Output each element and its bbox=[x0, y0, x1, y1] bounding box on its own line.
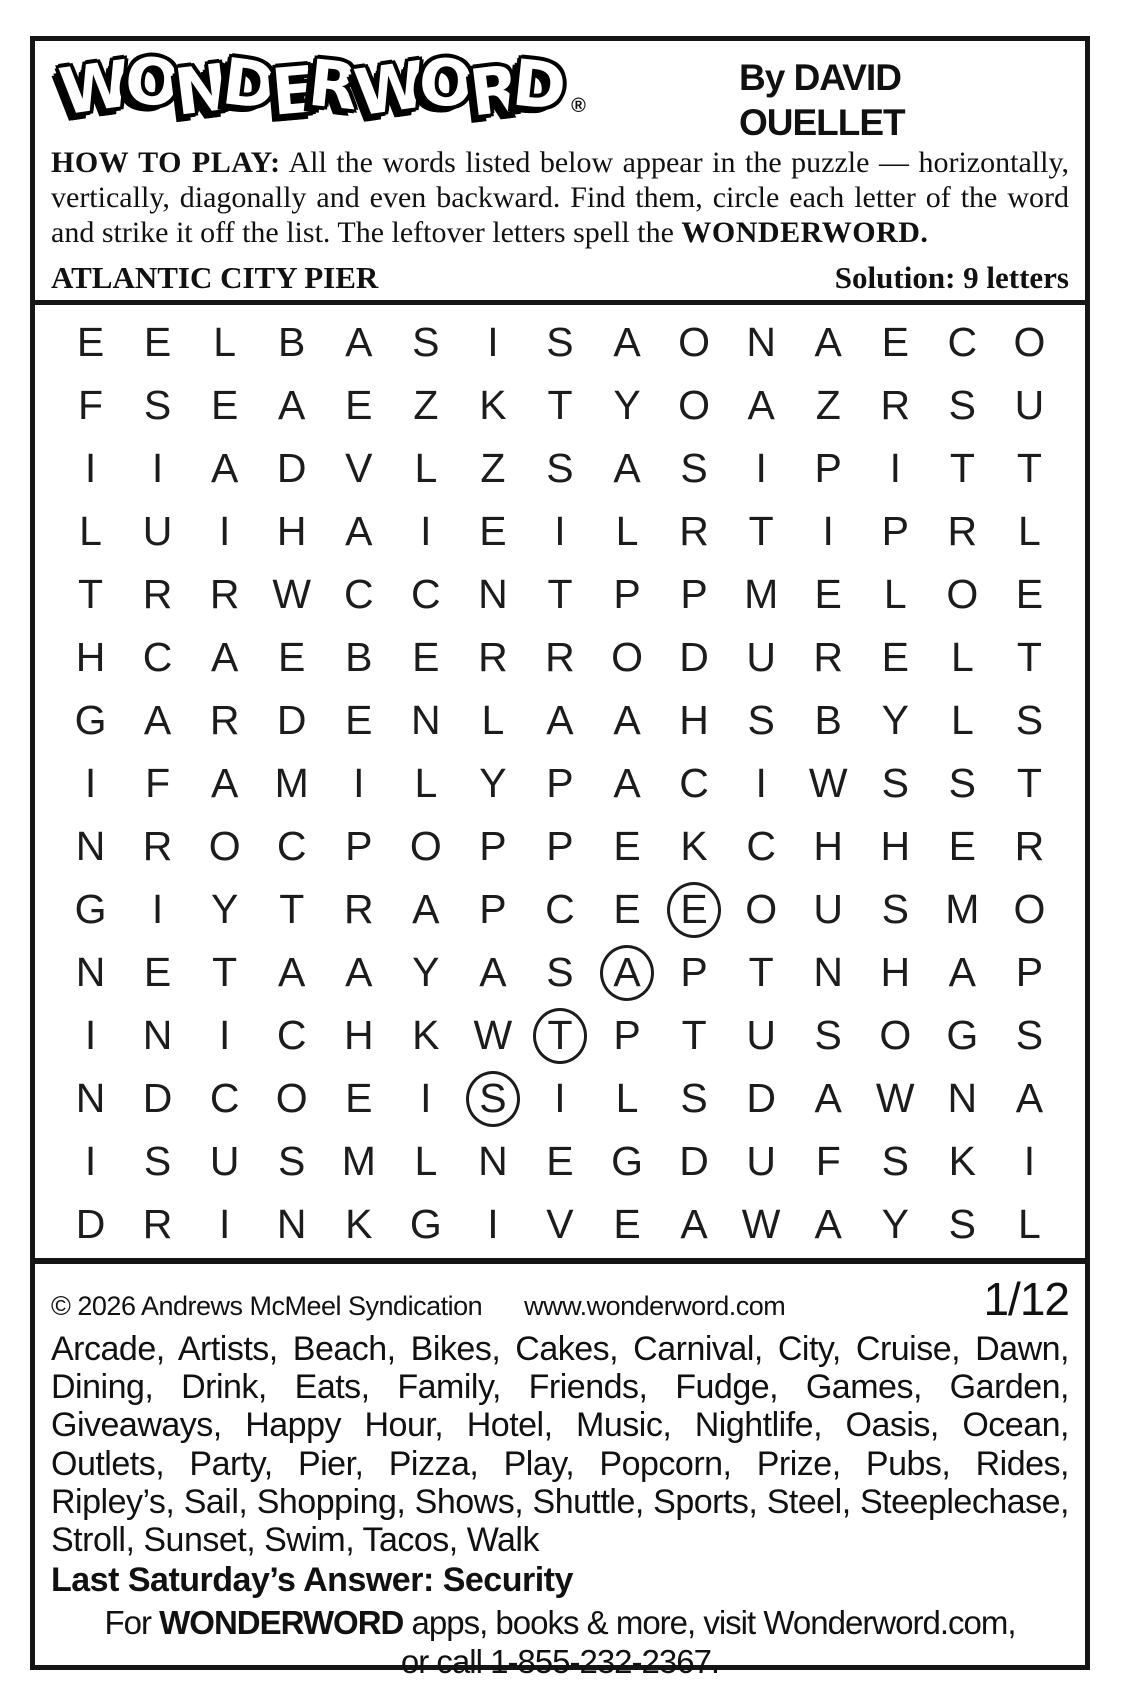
grid-cell[interactable]: T bbox=[78, 571, 104, 618]
grid-cell[interactable]: A bbox=[345, 319, 373, 366]
grid-cell[interactable]: Y bbox=[479, 760, 507, 807]
grid-row bbox=[57, 1130, 1063, 1193]
grid-cell[interactable]: T bbox=[1016, 760, 1042, 807]
grid-cell[interactable]: Y bbox=[613, 382, 641, 429]
grid-cell[interactable]: T bbox=[212, 949, 238, 996]
grid-cell[interactable]: D bbox=[142, 1075, 173, 1122]
website-link[interactable]: www.wonderword.com bbox=[524, 1291, 786, 1322]
grid-row bbox=[57, 752, 1063, 815]
logo-letter: R bbox=[305, 46, 361, 126]
grid-cell[interactable]: I bbox=[822, 508, 834, 555]
grid-cell[interactable]: O bbox=[678, 382, 711, 429]
grid-cell[interactable]: I bbox=[151, 886, 164, 933]
promo-prefix: For bbox=[104, 1603, 160, 1641]
grid-cell[interactable]: R bbox=[880, 382, 911, 429]
grid-cell[interactable]: I bbox=[84, 760, 97, 807]
grid-cell[interactable]: N bbox=[478, 571, 508, 618]
grid-cell[interactable]: G bbox=[74, 886, 107, 933]
grid-cell[interactable]: C bbox=[343, 571, 374, 618]
grid-cell[interactable]: N bbox=[947, 1075, 978, 1122]
grid-cell[interactable]: R bbox=[813, 634, 844, 681]
grid-cell[interactable]: N bbox=[411, 697, 441, 744]
grid-cell[interactable]: U bbox=[1014, 382, 1045, 429]
grid-cell[interactable]: C bbox=[411, 571, 441, 618]
logo-letter: D bbox=[508, 46, 568, 126]
grid-cell[interactable]: E bbox=[143, 319, 172, 366]
grid-cell[interactable]: M bbox=[274, 760, 309, 807]
grid-row bbox=[57, 500, 1063, 563]
wonderword-logo bbox=[55, 43, 586, 132]
grid-cell[interactable]: O bbox=[208, 823, 241, 870]
puzzle-title: ATLANTIC CITY PIER bbox=[51, 260, 379, 296]
grid-cell[interactable]: T bbox=[279, 886, 305, 933]
grid-cell[interactable]: A bbox=[814, 319, 842, 366]
how-to-play-tail: WONDERWORD. bbox=[681, 216, 929, 250]
grid-cell[interactable]: D bbox=[276, 445, 307, 492]
grid-cell[interactable]: E bbox=[881, 634, 909, 681]
logo-row bbox=[51, 43, 1069, 144]
grid-cell[interactable]: C bbox=[276, 1012, 307, 1059]
grid-cell[interactable]: S bbox=[680, 1075, 708, 1122]
grid-cell[interactable]: R bbox=[209, 697, 240, 744]
grid-cell[interactable]: R bbox=[679, 508, 709, 555]
grid-cell[interactable]: N bbox=[75, 1075, 106, 1122]
grid-cell[interactable]: I bbox=[1023, 1138, 1036, 1185]
grid-cell[interactable]: A bbox=[814, 1075, 842, 1122]
grid-cell[interactable]: A bbox=[345, 508, 373, 555]
grid-cell[interactable]: E bbox=[613, 1201, 641, 1248]
grid-cell[interactable]: P bbox=[680, 571, 708, 618]
grid-cell[interactable]: A bbox=[345, 949, 373, 996]
grid-cell[interactable]: O bbox=[879, 1012, 912, 1059]
puzzle-page bbox=[30, 36, 1090, 1680]
circled-letter: E bbox=[667, 882, 721, 938]
grid-cell[interactable]: N bbox=[813, 949, 844, 996]
byline-line2: OUELLET bbox=[739, 102, 905, 144]
grid-cell[interactable]: R bbox=[343, 886, 374, 933]
grid-cell[interactable]: S bbox=[546, 445, 574, 492]
grid-cell[interactable]: O bbox=[409, 823, 442, 870]
grid-cell[interactable]: A bbox=[210, 634, 239, 681]
grid-cell[interactable]: O bbox=[1013, 319, 1046, 366]
grid-cell[interactable]: S bbox=[1015, 1012, 1044, 1059]
logo-letter: W bbox=[349, 48, 429, 132]
byline bbox=[739, 55, 905, 145]
grid-cell[interactable]: L bbox=[414, 760, 438, 807]
grid-cell[interactable] bbox=[661, 878, 728, 941]
logo-letter: N bbox=[170, 51, 231, 131]
grid-cell[interactable]: H bbox=[813, 823, 844, 870]
grid-cell[interactable]: T bbox=[1016, 445, 1042, 492]
grid-cell[interactable]: P bbox=[546, 823, 574, 870]
grid-cell[interactable]: R bbox=[947, 508, 978, 555]
grid-cell[interactable]: R bbox=[1014, 823, 1045, 870]
grid-cell[interactable]: N bbox=[75, 823, 106, 870]
grid-cell[interactable]: I bbox=[151, 445, 164, 492]
grid-row bbox=[57, 311, 1063, 374]
grid-cell[interactable]: G bbox=[74, 697, 107, 744]
logo-letter: O bbox=[120, 43, 181, 123]
grid-cell[interactable]: O bbox=[1013, 886, 1046, 933]
grid-cell[interactable]: U bbox=[746, 1012, 776, 1059]
grid-cell[interactable]: I bbox=[353, 760, 365, 807]
grid-cell[interactable]: M bbox=[744, 571, 779, 618]
word-list: Arcade, Artists, Beach, Bikes, Cakes, Carnival, City, Cruise, Dawn, Dining, Drink, Eats, Family, Friends, Fudge, Games, Garden, Giveaways, Happy Hour, Hotel, Music, Nightlife, Oasis, Ocean, Outlets, Party, Pier, Pizza, Play, Popcorn, Prize, Pubs, Rides, Ripley’s, Sail, Shopping, Shows, Shuttle, Sports, Steel, Steeplechase, Stroll, Sunset, Swim, Tacos, Walk bbox=[51, 1330, 1069, 1559]
grid-cell[interactable]: L bbox=[414, 445, 438, 492]
grid-cell[interactable]: T bbox=[949, 445, 975, 492]
grid-cell[interactable]: O bbox=[275, 1075, 308, 1122]
grid-cell[interactable]: I bbox=[420, 508, 432, 555]
grid-cell[interactable]: E bbox=[278, 634, 306, 681]
grid-cell[interactable]: F bbox=[815, 1138, 841, 1185]
grid-cell[interactable]: I bbox=[420, 1075, 432, 1122]
grid-row bbox=[57, 689, 1063, 752]
wonderword-logo-text bbox=[55, 43, 568, 132]
grid-section bbox=[35, 300, 1085, 1264]
grid-cell[interactable]: T bbox=[547, 382, 573, 429]
grid-row bbox=[57, 1004, 1063, 1067]
grid-cell[interactable]: S bbox=[814, 1012, 842, 1059]
grid-cell[interactable]: E bbox=[814, 571, 842, 618]
grid-cell[interactable]: S bbox=[948, 382, 977, 429]
grid-cell[interactable]: I bbox=[218, 1012, 231, 1059]
solution-label: Solution: 9 letters bbox=[834, 260, 1069, 296]
copyright-text: © 2026 Andrews McMeel Syndication bbox=[51, 1291, 483, 1322]
logo-letter: R bbox=[465, 52, 522, 132]
grid-cell[interactable]: I bbox=[487, 319, 499, 366]
grid-cell[interactable]: R bbox=[478, 634, 508, 681]
grid-cell[interactable]: Y bbox=[412, 949, 440, 996]
promo-line1 bbox=[51, 1604, 1069, 1643]
promo-line2: or call 1-855-232-2367. bbox=[400, 1642, 720, 1680]
grid-cell[interactable]: K bbox=[948, 1138, 977, 1185]
grid-cell[interactable]: U bbox=[746, 1138, 776, 1185]
grid-cell[interactable]: U bbox=[209, 1138, 240, 1185]
grid-cell[interactable]: C bbox=[276, 823, 307, 870]
grid-cell[interactable]: P bbox=[345, 823, 373, 870]
grid-cell[interactable]: L bbox=[213, 319, 237, 366]
grid-cell[interactable]: F bbox=[145, 760, 171, 807]
grid-cell[interactable]: U bbox=[813, 886, 844, 933]
grid-cell[interactable]: L bbox=[414, 1138, 438, 1185]
grid-cell[interactable]: R bbox=[142, 1201, 173, 1248]
grid-cell[interactable]: Y bbox=[210, 886, 239, 933]
grid-cell[interactable]: H bbox=[880, 823, 911, 870]
logo-letter: O bbox=[416, 44, 475, 124]
logo-letter: D bbox=[218, 45, 278, 125]
grid-cell[interactable]: B bbox=[345, 634, 373, 681]
grid-cell[interactable]: U bbox=[746, 634, 776, 681]
grid-cell[interactable]: V bbox=[546, 1201, 574, 1248]
grid-cell[interactable]: A bbox=[278, 949, 306, 996]
grid-cell[interactable]: E bbox=[479, 508, 507, 555]
grid-cell[interactable]: E bbox=[345, 697, 373, 744]
grid-cell[interactable]: A bbox=[680, 1201, 708, 1248]
grid-cell[interactable]: R bbox=[209, 571, 240, 618]
grid-cell[interactable]: O bbox=[678, 319, 711, 366]
how-to-play-body: All the words listed below appear in the puzzle — horizontally, vertically, diagonally and even backward. Find them, circle each letter of the word and strike it off the list. The leftover letters spell the bbox=[51, 146, 1069, 250]
grid-cell[interactable]: Y bbox=[881, 1201, 909, 1248]
grid-cell[interactable]: S bbox=[278, 1138, 306, 1185]
grid-cell[interactable]: N bbox=[142, 1012, 173, 1059]
grid-cell[interactable]: A bbox=[613, 445, 641, 492]
grid-row bbox=[57, 563, 1063, 626]
grid-cell[interactable] bbox=[526, 1004, 593, 1067]
grid-cell[interactable]: T bbox=[1016, 634, 1042, 681]
circled-letter: S bbox=[466, 1071, 520, 1127]
grid-cell[interactable]: T bbox=[748, 949, 774, 996]
grid-cell[interactable]: Y bbox=[881, 697, 909, 744]
grid-cell[interactable]: E bbox=[613, 823, 641, 870]
grid-row bbox=[57, 437, 1063, 500]
grid-cell[interactable]: A bbox=[948, 949, 977, 996]
grid-cell[interactable]: I bbox=[554, 508, 566, 555]
grid-cell[interactable]: P bbox=[613, 1012, 641, 1059]
grid-cell[interactable]: A bbox=[143, 697, 172, 744]
grid-cell[interactable]: W bbox=[808, 760, 848, 807]
last-answer: Last Saturday’s Answer: Security bbox=[51, 1560, 573, 1599]
byline-line1: By DAVID bbox=[739, 57, 901, 98]
grid-cell[interactable]: S bbox=[546, 949, 574, 996]
grid-cell[interactable]: N bbox=[75, 949, 106, 996]
grid-cell[interactable]: A bbox=[278, 382, 306, 429]
grid-cell[interactable]: H bbox=[679, 697, 709, 744]
grid-cell[interactable]: C bbox=[209, 1075, 240, 1122]
grid-cell[interactable]: I bbox=[889, 445, 901, 492]
grid-cell[interactable]: E bbox=[546, 1138, 574, 1185]
grid-cell[interactable]: G bbox=[611, 1138, 643, 1185]
grid-cell[interactable]: E bbox=[76, 319, 105, 366]
how-to-play bbox=[51, 145, 1069, 250]
letter-grid bbox=[57, 311, 1063, 1256]
grid-cell[interactable]: D bbox=[276, 697, 307, 744]
grid-cell[interactable]: E bbox=[948, 823, 977, 870]
grid-cell[interactable]: I bbox=[218, 1201, 231, 1248]
grid-cell[interactable]: C bbox=[679, 760, 709, 807]
grid-cell[interactable]: D bbox=[679, 634, 709, 681]
grid-cell[interactable]: I bbox=[554, 1075, 566, 1122]
grid-cell[interactable]: L bbox=[615, 1075, 639, 1122]
grid-cell[interactable]: R bbox=[142, 571, 173, 618]
grid-cell[interactable]: S bbox=[143, 1138, 172, 1185]
circled-letter: T bbox=[533, 1008, 587, 1064]
grid-cell[interactable]: P bbox=[479, 823, 507, 870]
grid-cell[interactable]: P bbox=[680, 949, 708, 996]
grid-cell[interactable]: A bbox=[613, 319, 641, 366]
grid-cell[interactable]: N bbox=[746, 319, 776, 366]
grid-cell[interactable] bbox=[459, 1067, 526, 1130]
circled-letter: A bbox=[600, 945, 654, 1001]
grid-cell[interactable]: E bbox=[613, 886, 641, 933]
grid-cell[interactable]: C bbox=[746, 823, 776, 870]
grid-cell[interactable]: A bbox=[613, 760, 641, 807]
grid-cell[interactable]: L bbox=[950, 634, 974, 681]
grid-cell[interactable] bbox=[594, 941, 661, 1004]
promo-brand: WONDERWORD bbox=[159, 1603, 404, 1641]
grid-cell[interactable]: T bbox=[547, 571, 573, 618]
grid-cell[interactable]: I bbox=[218, 508, 231, 555]
grid-cell[interactable]: C bbox=[947, 319, 978, 366]
grid-cell[interactable]: D bbox=[746, 1075, 776, 1122]
grid-cell[interactable]: S bbox=[948, 1201, 977, 1248]
logo-letter: W bbox=[55, 47, 134, 131]
grid-cell[interactable]: O bbox=[745, 886, 778, 933]
footer bbox=[35, 1264, 1085, 1681]
how-to-play-lead: HOW TO PLAY: bbox=[51, 146, 281, 179]
grid-cell[interactable]: P bbox=[1015, 949, 1044, 996]
grid-cell[interactable]: T bbox=[681, 1012, 707, 1059]
grid-cell[interactable]: H bbox=[75, 634, 106, 681]
grid-cell[interactable]: L bbox=[615, 508, 639, 555]
grid-cell[interactable]: P bbox=[546, 760, 574, 807]
promo-suffix: apps, books & more, visit Wonderword.com, bbox=[403, 1603, 1016, 1641]
grid-cell[interactable]: I bbox=[487, 1201, 499, 1248]
grid-cell[interactable]: L bbox=[1018, 508, 1041, 555]
grid-cell[interactable]: S bbox=[948, 760, 977, 807]
grid-cell[interactable]: S bbox=[881, 1138, 909, 1185]
header bbox=[35, 41, 1085, 300]
grid-cell[interactable]: S bbox=[747, 697, 775, 744]
grid-cell[interactable]: S bbox=[881, 760, 909, 807]
grid-cell[interactable]: A bbox=[412, 886, 440, 933]
grid-cell[interactable]: W bbox=[875, 1075, 915, 1122]
grid-cell[interactable]: P bbox=[479, 886, 507, 933]
grid-cell[interactable]: I bbox=[755, 445, 767, 492]
grid-cell[interactable]: S bbox=[680, 445, 708, 492]
grid-cell[interactable]: A bbox=[814, 1201, 842, 1248]
grid-cell[interactable]: K bbox=[479, 382, 507, 429]
grid-cell[interactable]: L bbox=[950, 697, 974, 744]
grid-cell[interactable]: H bbox=[343, 1012, 374, 1059]
grid-cell[interactable]: M bbox=[945, 886, 980, 933]
grid-cell[interactable]: N bbox=[276, 1201, 307, 1248]
grid-cell[interactable]: S bbox=[881, 886, 909, 933]
grid-cell[interactable]: E bbox=[1015, 571, 1044, 618]
grid-cell[interactable]: D bbox=[75, 1201, 106, 1248]
grid-cell[interactable]: A bbox=[210, 445, 239, 492]
grid-cell[interactable]: I bbox=[84, 1012, 97, 1059]
logo-letter: E bbox=[268, 53, 317, 131]
grid-cell[interactable]: U bbox=[142, 508, 173, 555]
grid-cell[interactable]: A bbox=[747, 382, 775, 429]
grid-cell[interactable]: E bbox=[210, 382, 239, 429]
grid-cell[interactable]: I bbox=[84, 1138, 97, 1185]
grid-cell[interactable]: G bbox=[409, 1201, 442, 1248]
grid-cell[interactable]: K bbox=[680, 823, 708, 870]
grid-cell[interactable]: R bbox=[545, 634, 575, 681]
grid-cell[interactable]: E bbox=[345, 382, 373, 429]
grid-cell[interactable]: A bbox=[210, 760, 239, 807]
grid-cell[interactable]: P bbox=[814, 445, 842, 492]
grid-row bbox=[57, 1067, 1063, 1130]
grid-cell[interactable]: C bbox=[545, 886, 575, 933]
grid-cell[interactable]: E bbox=[345, 1075, 373, 1122]
copyright-row bbox=[51, 1270, 1069, 1326]
grid-cell[interactable]: G bbox=[946, 1012, 979, 1059]
grid-cell[interactable]: L bbox=[481, 697, 505, 744]
grid-cell[interactable]: W bbox=[741, 1201, 781, 1248]
grid-cell[interactable]: Z bbox=[815, 382, 841, 429]
grid-row bbox=[57, 878, 1063, 941]
grid-cell[interactable]: O bbox=[611, 634, 643, 681]
grid-cell[interactable]: T bbox=[748, 508, 774, 555]
grid-cell[interactable]: I bbox=[755, 760, 767, 807]
grid-cell[interactable]: K bbox=[345, 1201, 373, 1248]
grid-cell[interactable]: L bbox=[79, 508, 102, 555]
grid-cell[interactable]: L bbox=[1018, 1201, 1041, 1248]
grid-cell[interactable]: N bbox=[478, 1138, 508, 1185]
grid-cell[interactable]: P bbox=[613, 571, 641, 618]
grid-cell[interactable]: L bbox=[883, 571, 907, 618]
grid-cell[interactable]: B bbox=[278, 319, 306, 366]
grid-cell[interactable]: Z bbox=[413, 382, 439, 429]
puzzle-date: 1/12 bbox=[983, 1273, 1069, 1326]
title-row bbox=[51, 260, 1069, 296]
grid-cell[interactable]: P bbox=[881, 508, 909, 555]
grid-cell[interactable]: W bbox=[473, 1012, 513, 1059]
grid-row bbox=[57, 815, 1063, 878]
grid-cell[interactable]: S bbox=[546, 319, 574, 366]
promo bbox=[51, 1604, 1069, 1682]
grid-cell[interactable]: A bbox=[613, 697, 641, 744]
grid-cell[interactable]: M bbox=[341, 1138, 376, 1185]
grid-cell[interactable]: S bbox=[1015, 697, 1044, 744]
grid-row bbox=[57, 374, 1063, 437]
grid-cell[interactable]: A bbox=[1015, 1075, 1044, 1122]
grid-cell[interactable]: A bbox=[479, 949, 507, 996]
grid-cell[interactable]: R bbox=[142, 823, 173, 870]
grid-cell[interactable]: K bbox=[412, 1012, 440, 1059]
grid-cell[interactable]: W bbox=[272, 571, 312, 618]
grid-cell[interactable]: E bbox=[881, 319, 909, 366]
registered-trademark-icon: ® bbox=[571, 95, 586, 117]
grid-row bbox=[57, 1193, 1063, 1256]
grid-cell[interactable]: E bbox=[143, 949, 172, 996]
grid-row bbox=[57, 941, 1063, 1004]
grid-cell[interactable]: S bbox=[143, 382, 172, 429]
grid-cell[interactable]: O bbox=[946, 571, 979, 618]
grid-cell[interactable]: F bbox=[78, 382, 104, 429]
grid-cell[interactable]: H bbox=[276, 508, 307, 555]
grid-cell[interactable]: S bbox=[412, 319, 440, 366]
grid-row bbox=[57, 626, 1063, 689]
grid-cell[interactable]: I bbox=[84, 445, 97, 492]
grid-cell[interactable]: E bbox=[412, 634, 440, 681]
grid-cell[interactable]: A bbox=[546, 697, 574, 744]
grid-cell[interactable]: B bbox=[814, 697, 842, 744]
grid-cell[interactable]: D bbox=[679, 1138, 709, 1185]
grid-cell[interactable]: Z bbox=[480, 445, 506, 492]
grid-cell[interactable]: V bbox=[345, 445, 373, 492]
grid-cell[interactable]: H bbox=[880, 949, 911, 996]
grid-cell[interactable]: C bbox=[142, 634, 173, 681]
